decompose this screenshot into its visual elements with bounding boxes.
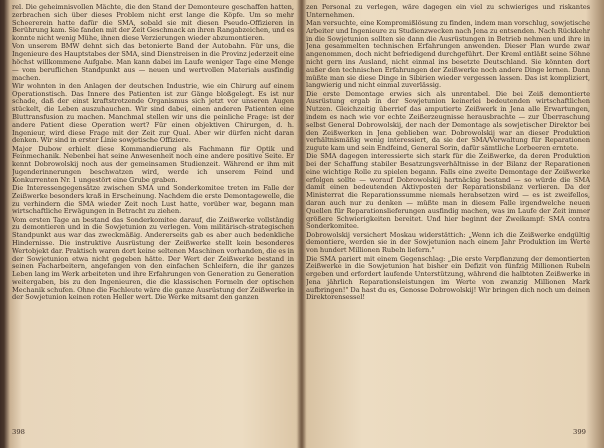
right-page [306,4,590,436]
page-number: 399 [573,428,586,436]
paragraph: Die Interessengegensätze zwischen SMA und Sonderkomitee treten im Falle der Zeißwerke besonders kraß in Erscheinung. Nachdem die erste Demontagewelle, die zu verhindern die SMA wieder Zeit noch Lust hatte, vorüber war, begann man wirtschaftliche Erwägungen in Betracht zu ziehen. [12,183,294,216]
paragraph: Die SMA dagegen interessierte sich stark für die Zeißwerke, da deren Produktion bei der Schaffung stabiler Besatzungsverhältnisse in der Bilanz der Reparationen eine wichtige Rolle zu spielen begann. Falls eine zweite Demontage der Zeißwerke erfolgen sollte — worauf Dobrowolskij hartnäckig bestand — so würde die SMA damit einen bedeutenden Aktivposten der Reparationsbilanz verlieren. Da der Ministerrat die Reparationssumme niemals herabsetzen wird — es ist zweifellos, daran auch nur zu denken — müßte man in diesem Falle irgendwelche neuen Quellen für Reparationslieferungen ausfindig machen, was im Laufe der Zeit immer größere Schwierigkeiten bereitet. Und hier beginnt der Zweikampf: SMA contra Sonderkomitee. [306,152,590,231]
paragraph: Dobrowolskij versichert Moskau widerstättich: „Wenn ich die Zeißwerke endgültig demontiere, werden sie in der Sowjetunion nach einem Jahr Produktion im Werte von hundert Millionen Rubeln liefern." [306,230,590,255]
paragraph: Major Dubow erhielt diese Kommandierung als Fachmann für Optik und Feinmechanik. Nebenbei hat seine Anwesenheit noch eine andere positive Seite. Er kennt Dobrowolskij noch aus der gemeinsamen Studienzeit. Während er ihm mit Jugenderinnerungen beschwatzen wird, werde ich unserem Feind und Konkurrenten Nr. 1 ungestört eine Grube graben. [12,144,294,184]
paragraph: Wir wohnten in den Anlagen der deutschen Industrie, wie ein Chirurg auf einem Operationstisch. Das Innere des Patienten ist zur Gänge bloßgelegt. Es ist nur schade, daß der einst kraftstrotzende Organismus sich jetzt vor unseren Augen stückelt, die Leben auszuhauchen. Wir sind dabei, einen anderen Patienten eine Bluttransfusion zu machen. Manchmal stellen wir uns die peinliche Frage: ist der andere Patient diese Operation wert? Für einen objektiven Chirurgen, d. h. Ingenieur, wird diese Frage mit der Zeit zur Qual. Aber wir dürfen nicht daran denken. Wir sind in erster Linie sowjetische Offiziere. [12,81,294,145]
paragraph: Die erste Demontage erwies sich als unrentabel. Die bei Zeiß demontierte Ausrüstung ergab in der Sowjetunion keinerlei bedeutenden wirtschaftlichen Nutzen. Gleichzeitig überrief das amputierte Zeißwerk in Jena alle Erwartungen, indem es nach wie vor echte Zeißerzeugnisse herausbrachte — zur Überraschung selbst General Dobrowolskij, der nach der Demontage als sowjetischer Direktor bei den Zeißwerken in Jena geblieben war. Dobrowolskij war an dieser Produktion verhältnismäßig wenig interessiert, da sie der SMA/Verwaltung für Reparationen zugute kam und sein Endfeind, General Sorin, dafür sämtliche Lorbeeren erntete. [306,89,590,153]
paragraph: zen Personal zu verlegen, wäre dagegen ein viel zu schwieriges und riskantes Unternehmen. [306,4,590,19]
paragraph: Die SMA pariert mit einem Gegenschlag: „Die erste Verpflanzung der demontierten Zeißwerke in die Sowjetunion hat bisher ein Defizit von fünfzig Millionen Rubeln ergeben und erfordert laufende Unterstützung, während die halbtoten Zeißwerke in Jena jährlich Reparationsleistungen im Werte von zwanzig Millionen Mark aufbringen!" Da hast du es, Genosse Dobrowolskij! Wir bringen dich noch um deinen Direktorensessel! [306,254,590,302]
paragraph: rel. Die geheimnisvollen Mächte, die den Stand der Demonteure geschaffen hatten, zerbrachen sich über dieses Problem nicht erst lange die Köpfe. Um so mehr Scheererein hatte dafür die SMA, sobald sie mit diesen Pseudo-Offizieren in Berührung kam. Sie fanden mit der Zeit Geschmack an ihren Rangabzeichen, und es konnte nicht wenig Mühe, ihnen diese Verzierungen wieder abzumontieren. [12,4,294,43]
page-number: 398 [12,428,25,436]
paragraph: Man versuchte, eine Kompromißlösung zu finden, indem man vorschlug, sowjetische Arbeiter und Ingenieure zu Studienzwecken nach Jena zu entsenden. Nach Rückkehr in die Sowjetunion sollten sie dann die Ausrüstungen in Betrieb nehmen und ihre in Jena gesammelten technischen Erfahrungen anwenden. Dieser Plan wurde zwar angenommen, doch nicht befriedigend durchgeführt. Der Kreml entläßt seine Söhne nicht gern ins Ausland, nicht einmal ins besetzte Deutschland. Sie könnten dort außer den technischen Erfahrungen der Zeißwerke noch andere Dinge lernen. Dann müßte man sie diese Dinge in Sibirien wieder vergessen lassen. Das ist kompliziert, langwierig und nicht einmal zuverlässig. [306,19,590,90]
gutter [296,0,306,448]
paragraph: Von unserem BMW dehnt sich das betonierte Band der Autobahn. Für uns, die Ingenieure des Hauptstabes der SMA, sind Dienstreisen in die Provinz jederzeit eine höchst willkommene Aufgabe. Man kann dabei im Laufe weniger Tage eine Menge — vom beruflichen Standpunkt aus — neuen und wertvollen Materials ausfindig machen. [12,42,294,82]
paragraph: Vom ersten Tage an bestand das Sonderkomitee darauf, die Zeißwerke vollständig zu demontieren und in die Sowjetunion zu verlegen. Vom militärisch-strategischen Standpunkt aus war das zweckmäßig. Andererseits gab es aber auch bedenkliche Hindernisse. Die instruktive Ausrüstung der Zeißwerke stellt kein besonderes Wertobjekt dar. Praktisch waren dort keine seltenen Maschinen vorhanden, die es in der Sowjetunion etwa nicht gegeben hätte. Der Wert der Zeißwerke bestand in seinen Facharbeitern, angefangen von den einfachen Schleifern, die ihr ganzes Leben lang im Werk arbeiteten und ihre Erfahrungen von Generation zu Generation weitergaben, bis zu den Ingenieuren, die die klassischen Formeln der optischen Mechanik schufen. Ohne die Fachleute wäre die ganze Ausrüstung der Zeißwerke in der Sowjetunion keinen roten Heller wert. Die Werke mitsamt den ganzen [12,215,294,302]
left-page [12,4,294,436]
